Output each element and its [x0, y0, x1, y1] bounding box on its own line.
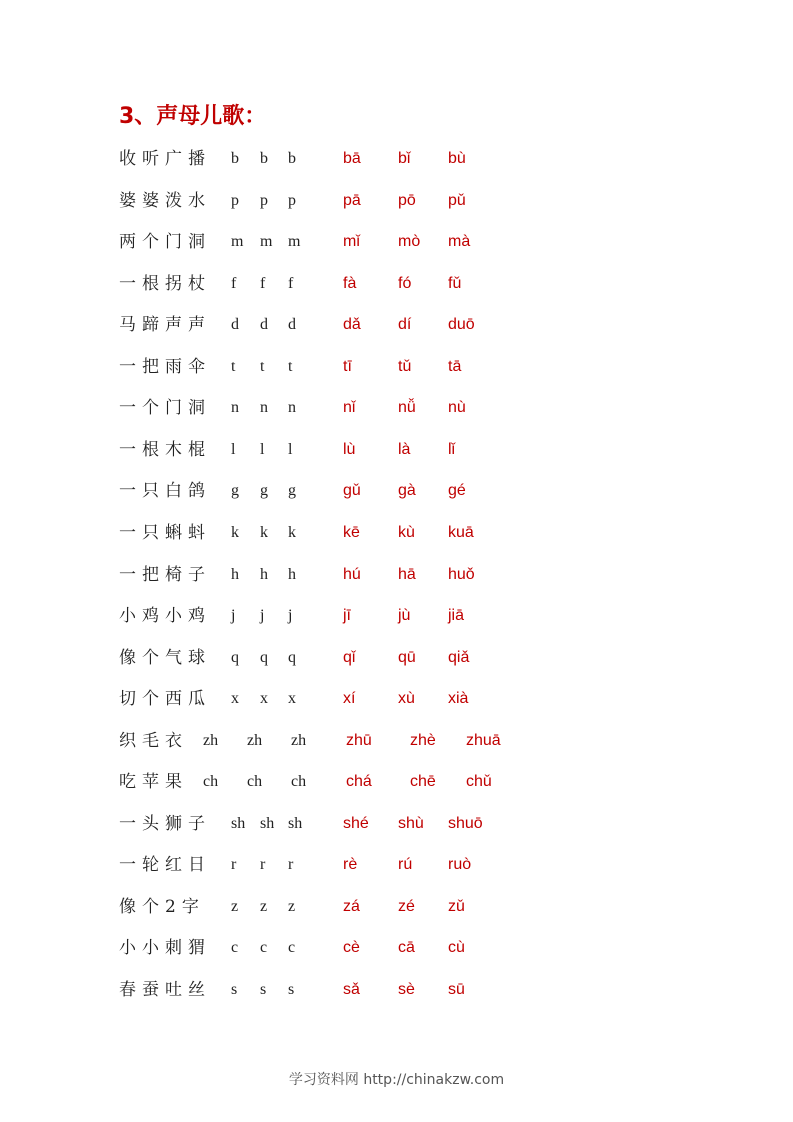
- pinyin-syllable: xù: [398, 690, 415, 708]
- initial-letter: z: [288, 897, 296, 915]
- initial-letter: b: [231, 150, 239, 167]
- pinyin-syllable: bǐ: [398, 150, 411, 167]
- pinyin-syllable: sè: [398, 981, 415, 998]
- rhyme-row: [0, 850, 793, 880]
- rhyme-text: 像个2字: [119, 896, 205, 917]
- initial-letter: s: [288, 981, 295, 998]
- initial-letter: k: [288, 524, 296, 541]
- rhyme-text: 一只蝌蚪: [119, 523, 211, 543]
- initial-letter: zh: [203, 731, 219, 749]
- rhyme-row: [0, 601, 793, 631]
- initial-letter: q: [231, 648, 239, 666]
- initial-letter: h: [260, 565, 268, 583]
- rhyme-row: [0, 518, 793, 548]
- initial-letter: p: [288, 191, 296, 209]
- pinyin-syllable: zǔ: [448, 897, 465, 915]
- pinyin-syllable: qǐ: [343, 648, 356, 666]
- initial-letter: x: [231, 690, 239, 708]
- initial-letter: ch: [203, 773, 219, 791]
- pinyin-syllable: ruò: [448, 856, 472, 874]
- pinyin-syllable: lǐ: [448, 440, 456, 458]
- rhyme-row: [0, 809, 793, 839]
- rhyme-text: 一根木棍: [119, 439, 211, 460]
- rhyme-row: [0, 560, 793, 590]
- pinyin-syllable: duō: [448, 316, 475, 334]
- pinyin-syllable: bā: [343, 150, 361, 167]
- initial-letter: b: [288, 150, 296, 167]
- initial-letter: r: [260, 856, 266, 874]
- rhyme-text: 像个气球: [119, 647, 211, 668]
- pinyin-syllable: chǔ: [466, 773, 492, 791]
- rhyme-row: [0, 227, 793, 257]
- initial-letter: f: [260, 274, 266, 292]
- section-title: 3、声母儿歌：: [119, 104, 267, 129]
- pinyin-syllable: tǔ: [398, 357, 412, 375]
- initial-letter: c: [231, 939, 239, 957]
- initial-letter: d: [231, 316, 239, 334]
- initial-letter: d: [288, 316, 296, 334]
- pinyin-syllable: pā: [343, 191, 361, 209]
- rhyme-row: [0, 975, 793, 1005]
- rhyme-text: 织毛衣: [119, 730, 188, 751]
- pinyin-syllable: tī: [343, 357, 352, 375]
- initial-letter: p: [260, 191, 268, 209]
- pinyin-syllable: mà: [448, 233, 471, 251]
- initial-letter: k: [260, 524, 268, 541]
- rhyme-row: [0, 393, 793, 423]
- pinyin-syllable: fǔ: [448, 274, 462, 292]
- pinyin-syllable: zhū: [346, 731, 372, 749]
- pinyin-syllable: shé: [343, 814, 369, 832]
- rhyme-row: [0, 186, 793, 216]
- pinyin-syllable: sū: [448, 981, 465, 998]
- pinyin-syllable: lù: [343, 440, 356, 458]
- rhyme-text: 吃苹果: [119, 772, 188, 793]
- initial-letter: g: [260, 482, 268, 500]
- initial-letter: n: [288, 399, 296, 417]
- pinyin-syllable: rú: [398, 856, 413, 874]
- pinyin-syllable: jù: [398, 607, 411, 624]
- pinyin-syllable: gà: [398, 482, 416, 500]
- pinyin-syllable: nǐ: [343, 399, 356, 417]
- rhyme-text: 一只白鸽: [119, 481, 211, 502]
- pinyin-syllable: rè: [343, 856, 358, 874]
- initial-letter: sh: [288, 814, 303, 832]
- pinyin-syllable: kuā: [448, 524, 474, 541]
- initial-letter: r: [288, 856, 294, 874]
- pinyin-syllable: jī: [343, 607, 351, 624]
- pinyin-syllable: bù: [448, 150, 466, 167]
- rhyme-row: [0, 144, 793, 174]
- rhyme-row: [0, 933, 793, 963]
- rhyme-text: 两个门洞: [119, 232, 211, 253]
- pinyin-syllable: qū: [398, 648, 416, 666]
- pinyin-syllable: chē: [410, 773, 436, 791]
- rhyme-text: 收听广播: [119, 149, 211, 169]
- initial-letter: p: [231, 191, 239, 209]
- initial-letter: m: [288, 233, 301, 251]
- pinyin-syllable: pō: [398, 191, 416, 209]
- initial-letter: g: [288, 482, 296, 500]
- initial-letter: h: [288, 565, 296, 583]
- initial-letter: sh: [231, 814, 246, 832]
- rhyme-text: 小小刺猬: [119, 938, 211, 959]
- pinyin-syllable: hā: [398, 565, 416, 583]
- initial-letter: z: [231, 897, 239, 915]
- initial-letter: l: [231, 440, 236, 458]
- rhyme-text: 切个西瓜: [119, 689, 211, 710]
- pinyin-syllable: jiā: [448, 607, 465, 624]
- pinyin-syllable: huǒ: [448, 565, 475, 583]
- initial-letter: x: [260, 690, 268, 708]
- initial-letter: zh: [291, 731, 307, 749]
- initial-letter: j: [231, 607, 236, 624]
- pinyin-syllable: dí: [398, 316, 412, 334]
- initial-letter: c: [260, 939, 268, 957]
- initial-letter: m: [260, 233, 273, 251]
- pinyin-syllable: hú: [343, 565, 361, 583]
- initial-letter: t: [231, 357, 236, 375]
- initial-letter: t: [288, 357, 293, 375]
- rhyme-row: [0, 435, 793, 465]
- pinyin-syllable: cù: [448, 939, 465, 957]
- pinyin-syllable: dǎ: [343, 316, 361, 334]
- rhyme-row: [0, 684, 793, 714]
- rhyme-row: [0, 476, 793, 506]
- pinyin-syllable: nù: [448, 399, 466, 417]
- rhyme-row: [0, 892, 793, 922]
- initial-letter: j: [288, 607, 293, 624]
- pinyin-syllable: zhuā: [466, 731, 501, 749]
- initial-letter: r: [231, 856, 237, 874]
- pinyin-syllable: fà: [343, 274, 357, 292]
- initial-letter: f: [288, 274, 294, 292]
- initial-letter: h: [231, 565, 239, 583]
- rhyme-text: 一个门洞: [119, 398, 211, 419]
- pinyin-syllable: xí: [343, 690, 356, 708]
- initial-letter: g: [231, 482, 239, 500]
- pinyin-syllable: gé: [448, 482, 466, 500]
- footer-watermark: 学习资料网 http://chinakzw.com: [288, 1072, 505, 1088]
- pinyin-syllable: zé: [398, 897, 415, 915]
- initial-letter: l: [260, 440, 265, 458]
- rhyme-text: 一轮红日: [119, 855, 211, 876]
- rhyme-text: 一根拐杖: [119, 273, 211, 294]
- pinyin-syllable: gǔ: [343, 482, 361, 500]
- pinyin-syllable: chá: [346, 773, 372, 791]
- initial-letter: t: [260, 357, 265, 375]
- initial-letter: z: [260, 897, 268, 915]
- rhyme-row: [0, 310, 793, 340]
- pinyin-syllable: kù: [398, 524, 415, 541]
- rhyme-text: 一头狮子: [119, 813, 211, 834]
- pinyin-syllable: cè: [343, 939, 360, 957]
- initial-letter: sh: [260, 814, 275, 832]
- initial-letter: x: [288, 690, 296, 708]
- rhyme-text: 一把椅子: [119, 564, 211, 585]
- pinyin-syllable: cā: [398, 939, 415, 957]
- pinyin-syllable: mǐ: [343, 233, 360, 251]
- rhyme-text: 春蚕吐丝: [119, 980, 211, 1000]
- pinyin-syllable: mò: [398, 233, 421, 251]
- pinyin-syllable: zá: [343, 897, 360, 915]
- pinyin-syllable: là: [398, 440, 411, 458]
- rhyme-text: 一把雨伞: [119, 356, 211, 377]
- rhyme-text: 马蹄声声: [119, 315, 211, 336]
- pinyin-syllable: tā: [448, 357, 462, 375]
- pinyin-syllable: kē: [343, 524, 360, 541]
- initial-letter: zh: [247, 731, 263, 749]
- pinyin-syllable: xià: [448, 690, 469, 708]
- initial-letter: l: [288, 440, 293, 458]
- pinyin-syllable: qiǎ: [448, 648, 470, 666]
- pinyin-syllable: zhè: [410, 731, 436, 749]
- initial-letter: m: [231, 233, 244, 251]
- initial-letter: q: [260, 648, 268, 666]
- pinyin-syllable: shuō: [448, 814, 483, 832]
- pinyin-syllable: fó: [398, 274, 412, 292]
- rhyme-row: [0, 643, 793, 673]
- rhyme-row: [0, 767, 793, 797]
- initial-letter: d: [260, 316, 268, 334]
- pinyin-syllable: pǔ: [448, 191, 466, 209]
- rhyme-row: [0, 269, 793, 299]
- initial-letter: k: [231, 524, 239, 541]
- initial-letter: ch: [247, 773, 263, 791]
- rhyme-row: [0, 726, 793, 756]
- initial-letter: n: [260, 399, 268, 417]
- initial-letter: j: [260, 607, 265, 624]
- initial-letter: ch: [291, 773, 307, 791]
- initial-letter: s: [260, 981, 267, 998]
- initial-letter: n: [231, 399, 239, 417]
- initial-letter: f: [231, 274, 237, 292]
- rhyme-text: 婆婆泼水: [119, 190, 211, 211]
- pinyin-syllable: nǚ: [398, 399, 416, 417]
- rhyme-row: [0, 352, 793, 382]
- pinyin-syllable: shù: [398, 814, 424, 832]
- initial-letter: s: [231, 981, 238, 998]
- initial-letter: c: [288, 939, 296, 957]
- initial-letter: b: [260, 150, 268, 167]
- pinyin-syllable: sǎ: [343, 981, 360, 998]
- rhyme-text: 小鸡小鸡: [119, 606, 211, 626]
- initial-letter: q: [288, 648, 296, 666]
